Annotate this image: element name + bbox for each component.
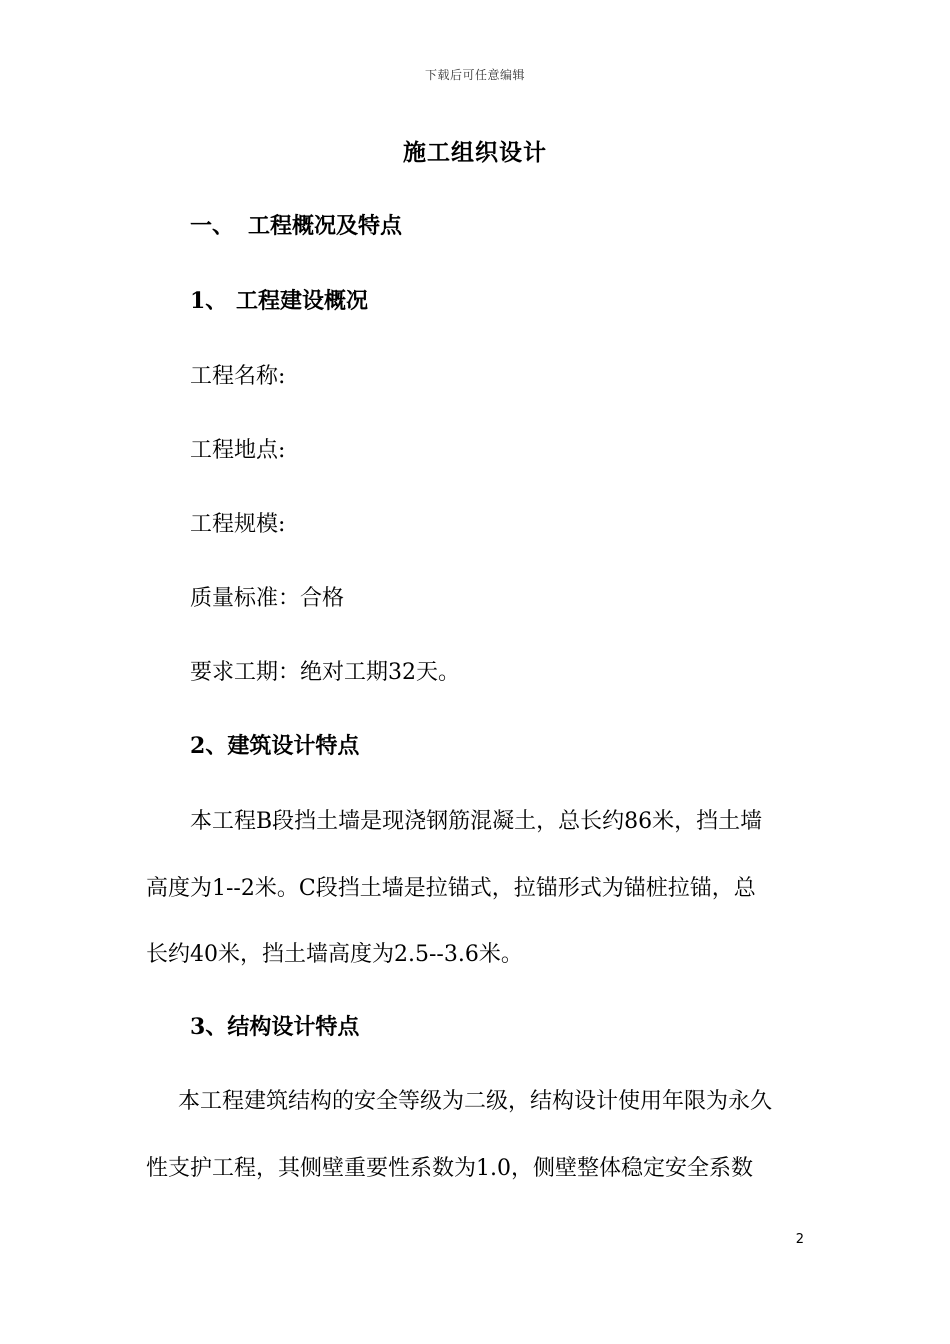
paragraph-line: 长约40米，挡土墙高度为2.5--3.6米。	[146, 942, 523, 967]
section-number: 一、	[190, 213, 235, 239]
subsection-heading-1	[190, 284, 368, 315]
field-project-scale: 工程规模:	[190, 512, 286, 537]
section-title: 工程概况及特点	[248, 213, 403, 239]
subsection-title: 工程建设概况	[236, 288, 369, 314]
subsection-number: 2	[190, 733, 206, 759]
subsection-heading-3	[190, 1010, 359, 1041]
subsection-heading-2	[190, 729, 359, 760]
field-duration: 要求工期：绝对工期32天。	[190, 660, 460, 685]
subsection-number: 1、	[190, 288, 228, 314]
document-title: 施工组织设计	[403, 139, 547, 166]
subsection-title: 、结构设计特点	[205, 1014, 360, 1040]
paragraph-line: 性支护工程，其侧壁重要性系数为1.0，侧壁整体稳定安全系数	[146, 1156, 753, 1181]
field-quality-standard: 质量标准：合格	[190, 586, 345, 611]
subsection-number: 3	[190, 1014, 206, 1040]
paragraph-line: 高度为1--2米。C段挡土墙是拉锚式，拉锚形式为锚桩拉锚，总	[146, 876, 756, 901]
field-project-name: 工程名称:	[190, 364, 286, 389]
paragraph-line: 本工程建筑结构的安全等级为二级，结构设计使用年限为永久	[178, 1089, 773, 1114]
field-project-location: 工程地点:	[190, 438, 286, 463]
section-heading-1	[190, 209, 402, 240]
paragraph-line: 本工程B段挡土墙是现浇钢筋混凝土，总长约86米，挡土墙	[190, 809, 763, 834]
page-number: 2	[795, 1232, 804, 1247]
header-note: 下载后可任意编辑	[424, 68, 525, 82]
subsection-title: 、建筑设计特点	[205, 733, 360, 759]
